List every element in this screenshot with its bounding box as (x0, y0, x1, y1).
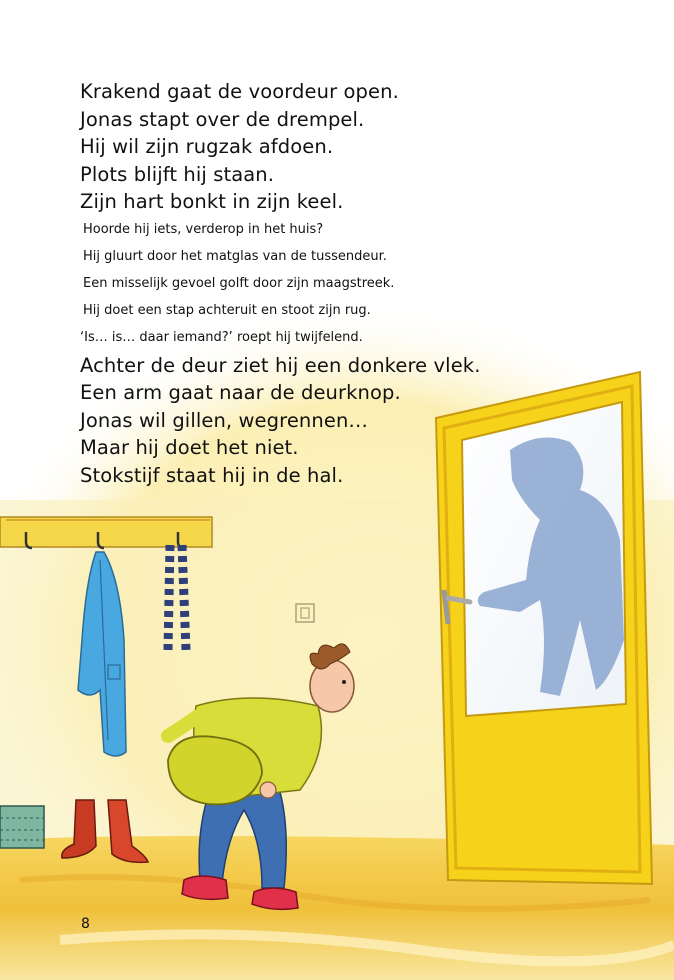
story-line: Een misselijk gevoel golft door zijn maagstreek. (83, 275, 395, 291)
backpack (168, 736, 262, 804)
story-line: Krakend gaat de voordeur open. (80, 80, 399, 103)
story-line: Hij doet een stap achteruit en stoot zijn rug. (83, 303, 371, 319)
story-line: Jonas wil gillen, wegrennen… (80, 408, 368, 432)
story-line: Jonas stapt over de drempel. (80, 107, 365, 131)
story-line: Maar hij doet het niet. (80, 436, 299, 460)
story-line: Achter de deur ziet hij een donkere vlek. (80, 353, 481, 377)
story-line: Stokstijf staat hij in de hal. (80, 463, 344, 487)
shoe-box (0, 806, 44, 848)
story-text (80, 78, 640, 489)
story-line: Hij wil zijn rugzak afdoen. (80, 135, 334, 158)
story-line: Hij gluurt door het matglas van de tussendeur. (83, 248, 387, 264)
story-line: ‘Is… is… daar iemand?’ roept hij twijfelend. (80, 330, 363, 346)
page-number: 8 (81, 916, 90, 932)
story-line: Zijn hart bonkt in zijn keel. (80, 190, 344, 213)
story-line: Een arm gaat naar de deurknop. (80, 381, 401, 405)
story-line: Plots blijft hij staan. (80, 162, 275, 186)
story-line: Hoorde hij iets, verderop in het huis? (83, 221, 324, 237)
coat-rack (0, 517, 212, 547)
